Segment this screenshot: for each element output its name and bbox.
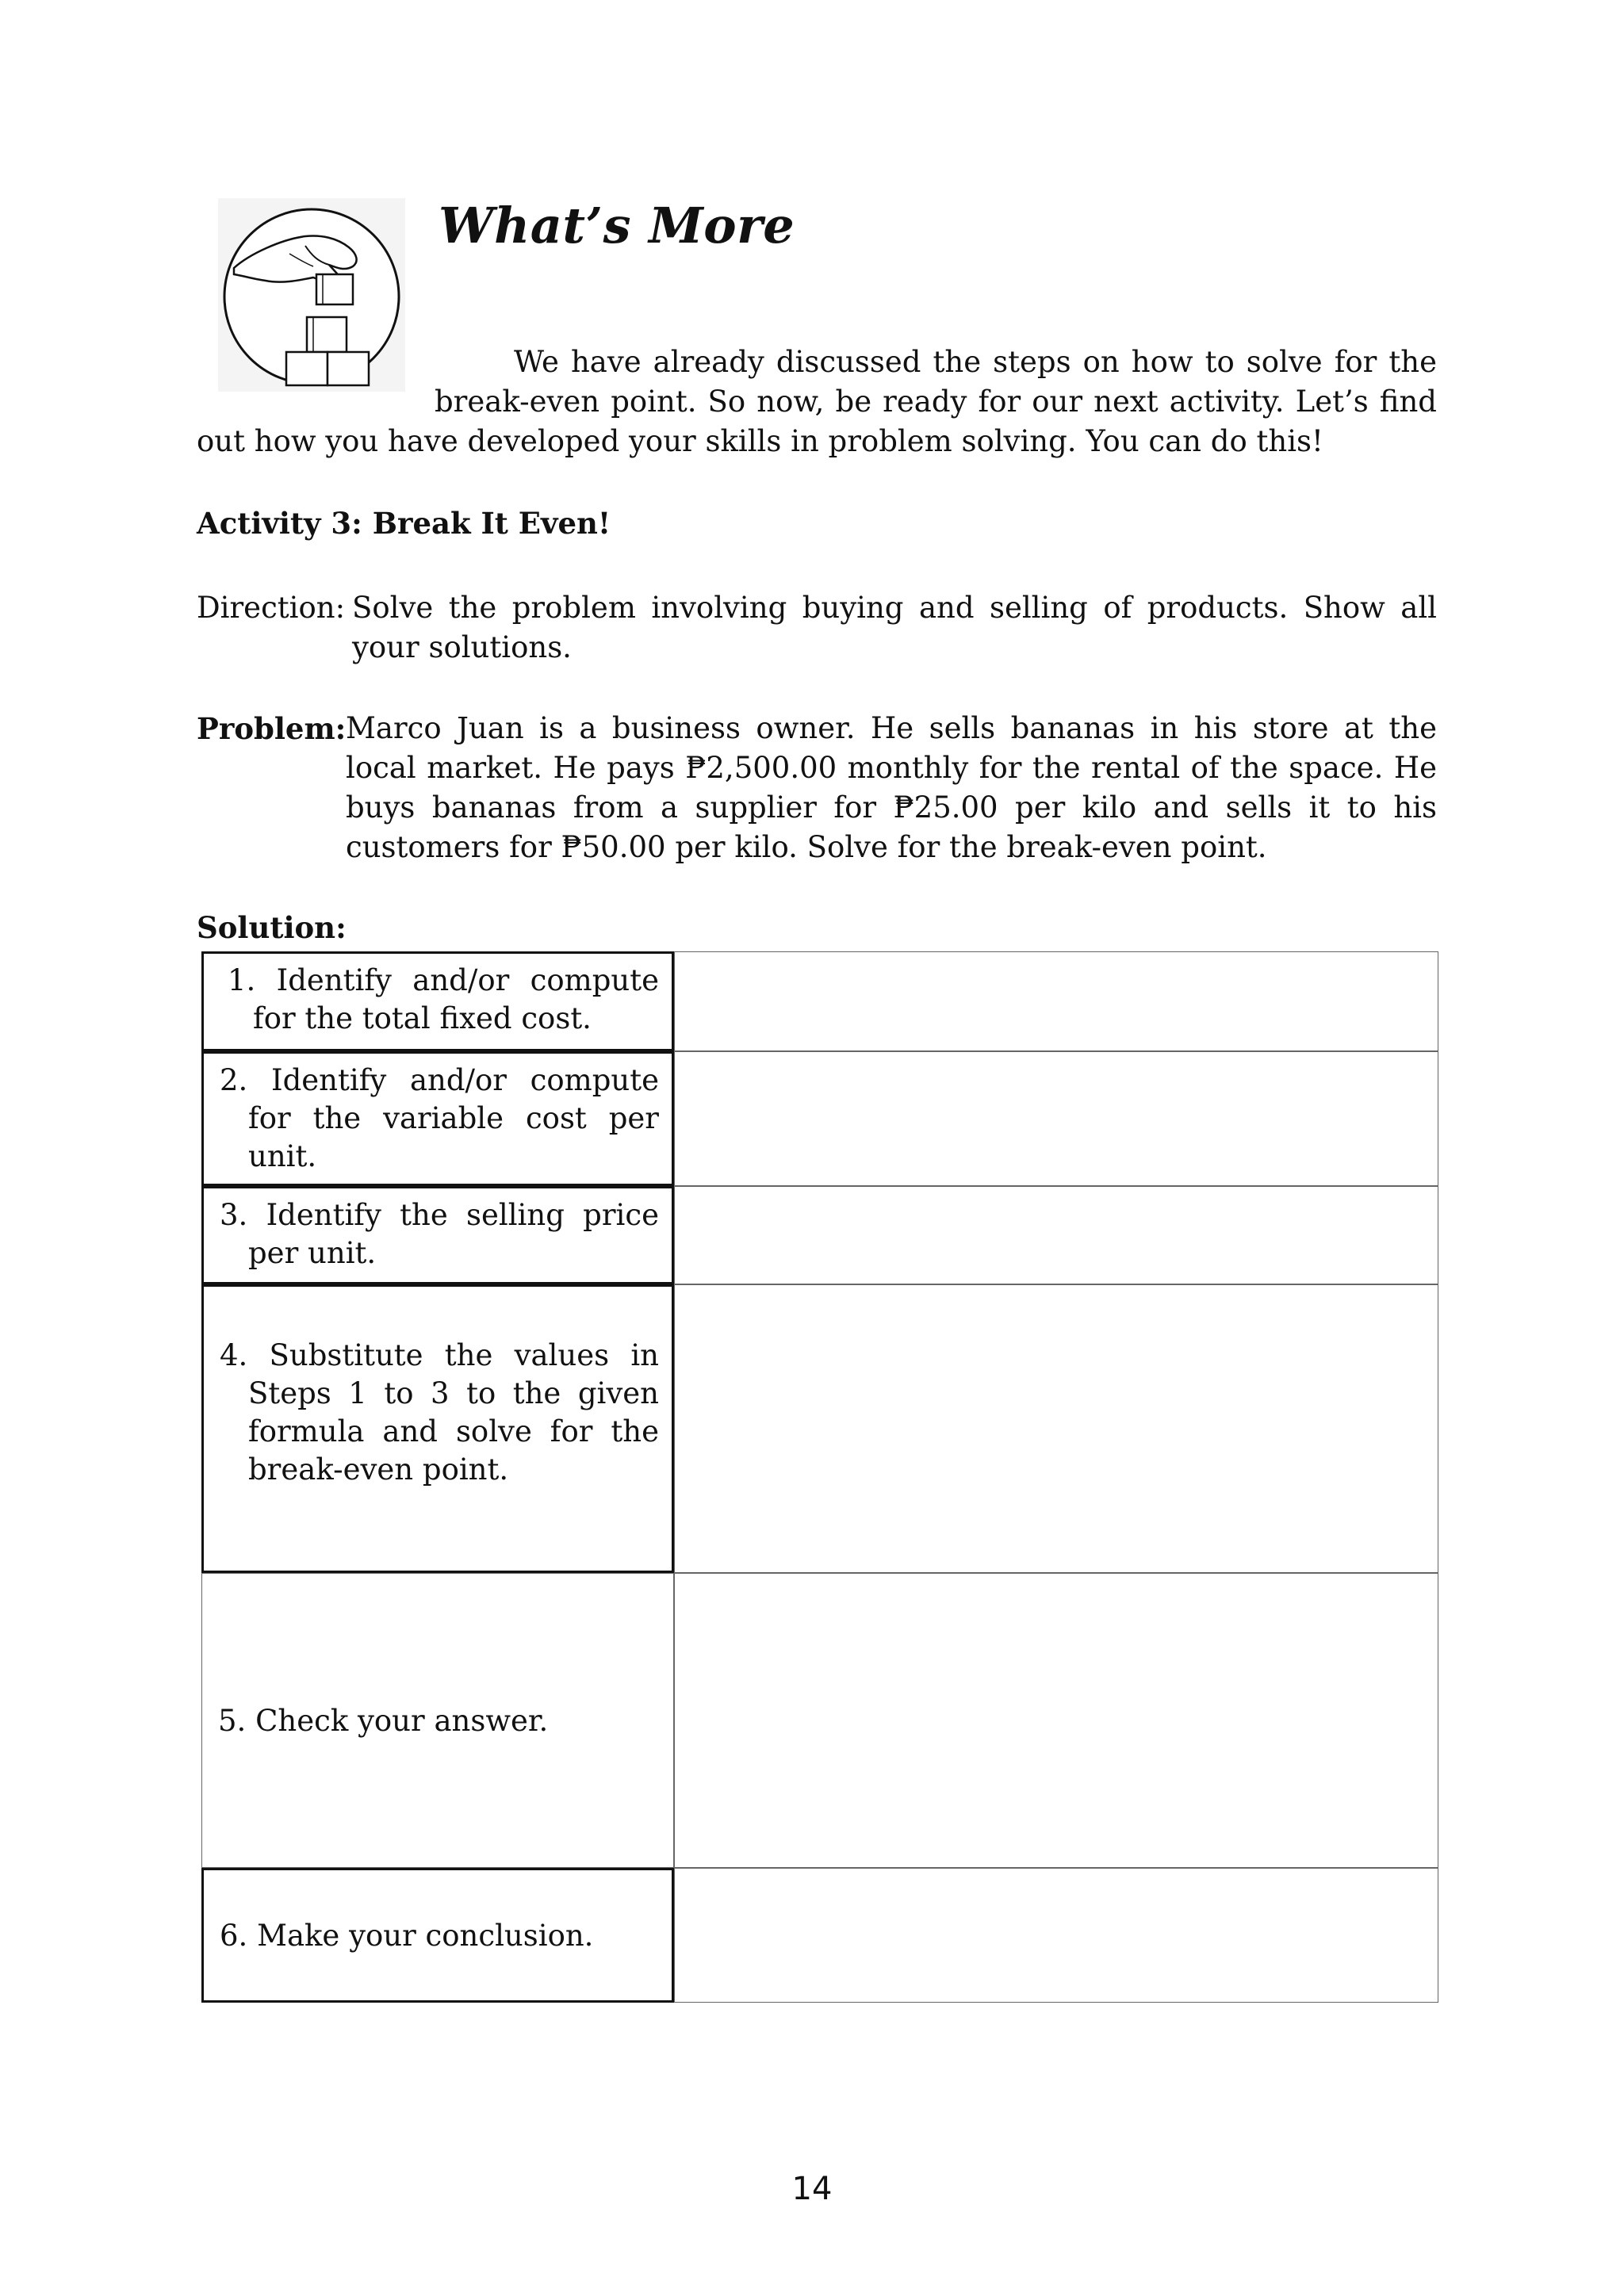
step-cell <box>201 951 674 1051</box>
step-cell <box>201 1573 674 1868</box>
answer-cell-step-5[interactable] <box>674 1573 1438 1868</box>
solution-label: Solution: <box>197 910 347 945</box>
intro-line-3: out how you have developed your skills in problem solving. You can do this! <box>197 424 1323 458</box>
step-cell <box>201 1868 674 2003</box>
intro-line-2: break-even point. So now, be ready for our next activity. Let’s find <box>435 385 1437 419</box>
answer-cell-step-6[interactable] <box>674 1868 1438 2003</box>
step-6-text: 6. Make your conclusion. <box>220 1919 594 1953</box>
step-2-text: 2. Identify and/or compute for the variable cost per unit. <box>220 1063 659 1173</box>
direction-block <box>197 588 1437 668</box>
direction-label: Direction: <box>197 591 346 625</box>
section-title: What’s More <box>439 197 795 254</box>
intro-paragraph <box>197 342 1437 461</box>
activity-title: Activity 3: Break It Even! <box>197 506 611 541</box>
step-cell <box>201 1284 674 1573</box>
step-cell <box>201 1051 674 1186</box>
answer-cell-step-2[interactable] <box>674 1051 1438 1186</box>
answer-cell-step-1[interactable] <box>674 951 1438 1051</box>
problem-block <box>197 709 1437 867</box>
page-number: 14 <box>791 2171 833 2207</box>
answer-cell-step-4[interactable] <box>674 1284 1438 1573</box>
step-4-text: 4. Substitute the values in Steps 1 to 3 to the given formula and solve for the break-even point. <box>220 1338 659 1487</box>
direction-text: Solve the problem involving buying and selling of products. Show all your solutions. <box>352 591 1437 664</box>
answer-cell-step-3[interactable] <box>674 1186 1438 1284</box>
step-1-text: 1. Identify and/or compute for the total fixed cost. <box>228 963 659 1035</box>
step-cell <box>201 1186 674 1284</box>
problem-label: Problem: <box>197 711 347 746</box>
solution-table <box>201 951 1438 2003</box>
step-3-text: 3. Identify the selling price per unit. <box>220 1198 659 1270</box>
problem-text: Marco Juan is a business owner. He sells bananas in his store at the local market. He pays ₱2,500.00 monthly for the rental of the space. He buys bananas from a supplier for ₱25.00 per kilo and sells it to his customers for ₱50.00 per kilo. Solve for the break-even point. <box>346 711 1437 864</box>
intro-line-1: We have already discussed the steps on how to solve for the <box>514 345 1437 379</box>
step-5-text: 5. Check your answer. <box>218 1704 549 1738</box>
